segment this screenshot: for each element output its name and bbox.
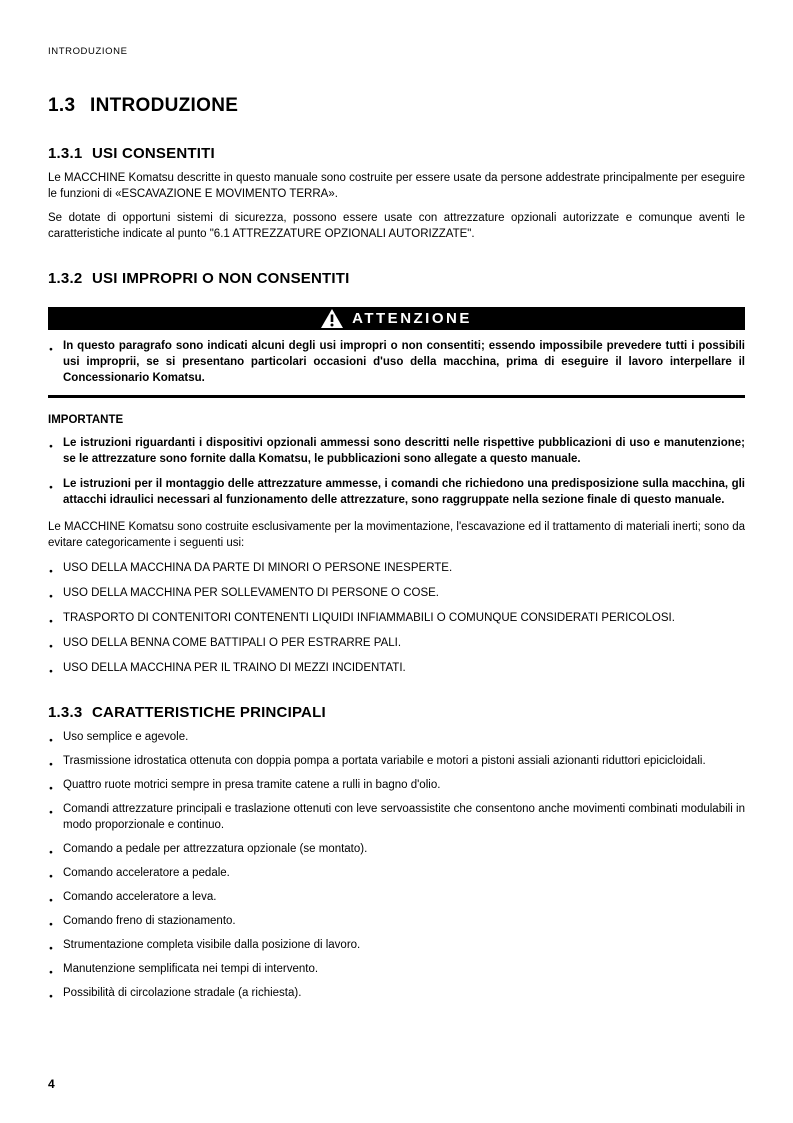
forbidden-use-item: ● TRASPORTO DI CONTENITORI CONTENENTI LIQUIDI INFIAMMABILI O COMUNQUE CONSIDERATI PERICOLOSI.: [48, 610, 745, 626]
section-number: 1.3: [48, 95, 76, 116]
forbidden-use-item: ● USO DELLA MACCHINA PER IL TRAINO DI MEZZI INCIDENTATI.: [48, 660, 745, 676]
warning-triangle-icon: [321, 309, 343, 328]
attention-label: ATTENZIONE: [352, 310, 472, 327]
feature-item: ● Comando acceleratore a pedale.: [48, 865, 745, 881]
subsection-heading-usi-impropri: [48, 270, 745, 287]
important-list: [48, 435, 745, 508]
subsection-title: USI CONSENTITI: [92, 145, 215, 162]
feature-item: ● Comando a pedale per attrezzatura opzionale (se montato).: [48, 841, 745, 857]
subsection-title: USI IMPROPRI O NON CONSENTITI: [92, 270, 350, 287]
section-title: INTRODUZIONE: [90, 95, 239, 116]
feature-item: ● Comando acceleratore a leva.: [48, 889, 745, 905]
features-list: [48, 729, 745, 1001]
page-number: 4: [48, 1077, 55, 1091]
feature-item: ● Uso semplice e agevole.: [48, 729, 745, 745]
subsection-heading-usi-consentiti: [48, 145, 745, 162]
subsection-heading-caratteristiche: [48, 704, 745, 721]
feature-item: ● Comando freno di stazionamento.: [48, 913, 745, 929]
forbidden-use-item: ● USO DELLA BENNA COME BATTIPALI O PER ESTRARRE PALI.: [48, 635, 745, 651]
forbidden-uses-list: [48, 560, 745, 676]
attention-banner: [48, 307, 745, 330]
feature-item: ● Strumentazione completa visibile dalla posizione di lavoro.: [48, 937, 745, 953]
divider-rule: [48, 395, 745, 398]
forbidden-use-item: ● USO DELLA MACCHINA DA PARTE DI MINORI O PERSONE INESPERTE.: [48, 560, 745, 576]
subsection-number: 1.3.3: [48, 704, 83, 721]
forbidden-use-item: ● USO DELLA MACCHINA PER SOLLEVAMENTO DI PERSONE O COSE.: [48, 585, 745, 601]
feature-item: ● Trasmissione idrostatica ottenuta con doppia pompa a portata variabile e motori a pistoni assiali azionanti riduttori epicicloidali.: [48, 753, 745, 769]
feature-item: ● Manutenzione semplificata nei tempi di intervento.: [48, 961, 745, 977]
running-header: INTRODUZIONE: [48, 46, 128, 57]
paragraph: Le MACCHINE Komatsu sono costruite esclusivamente per la movimentazione, l'escavazione ed il trattamento di materiali inerti; sono da evitare categoricamente i seguenti usi:: [48, 521, 745, 549]
important-label: IMPORTANTE: [48, 414, 124, 426]
feature-item: ● Comandi attrezzature principali e traslazione ottenuti con leve servoassistite che consentono anche movimenti combinati modulabili in modo proporzionale e continuo.: [48, 801, 745, 833]
feature-item: ● Possibilità di circolazione stradale (a richiesta).: [48, 985, 745, 1001]
subsection-number: 1.3.2: [48, 270, 83, 287]
subsection-number: 1.3.1: [48, 145, 83, 162]
warning-list: [48, 338, 745, 386]
section-heading: [48, 95, 745, 117]
important-item: ● Le istruzioni per il montaggio delle attrezzature ammesse, i comandi che richiedono una predisposizione sulla macchina, gli attacchi idraulici necessari al funzionamento delle attrezzature, sono raggruppate nella sezione finale di questo manuale.: [48, 476, 745, 508]
subsection-title: CARATTERISTICHE PRINCIPALI: [92, 704, 326, 721]
feature-item: ● Quattro ruote motrici sempre in presa tramite catene a rulli in bagno d'olio.: [48, 777, 745, 793]
warning-item: ● In questo paragrafo sono indicati alcuni degli usi impropri o non consentiti; essendo impossibile prevedere tutti i possibili usi improprii, se si presentano particolari occasioni d'uso della macchina, prima di eseguire il lavoro interpellare il Concessionario Komatsu.: [48, 338, 745, 386]
important-item: ● Le istruzioni riguardanti i dispositivi opzionali ammessi sono descritti nelle rispettive pubblicazioni di uso e manutenzione; se le attrezzature sono fornite dalla Komatsu, le pubblicazioni sono allegate a questo manuale.: [48, 435, 745, 467]
paragraph: Le MACCHINE Komatsu descritte in questo manuale sono costruite per essere usate da persone addestrate principalmente per eseguire le funzioni di «ESCAVAZIONE E MOVIMENTO TERRA».: [48, 172, 745, 200]
paragraph: Se dotate di opportuni sistemi di sicurezza, possono essere usate con attrezzature opzionali autorizzate e comunque aventi le caratteristiche indicate al punto "6.1 ATTREZZATURE OPZIONALI AUTORIZZATE".: [48, 212, 745, 240]
